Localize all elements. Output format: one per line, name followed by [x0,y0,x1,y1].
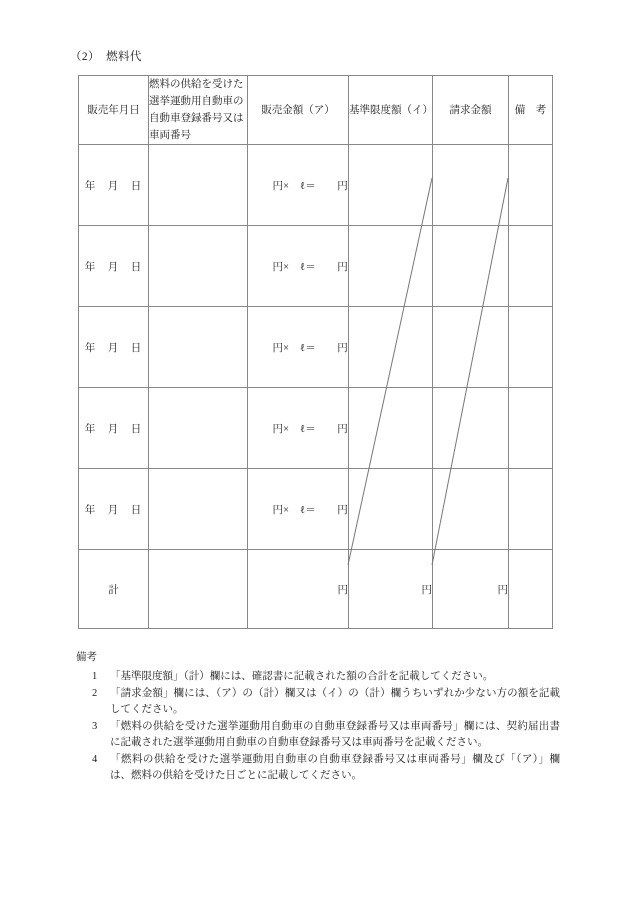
header-sale-date: 販売年月日 [79,76,149,145]
table-row [79,145,553,226]
header-vehicle-number [149,76,248,145]
total-limit-amount[interactable]: 円 [349,550,433,629]
header-vehicle-number-label: 燃料の供給を受けた選挙運動用自動車の自動車登録番号又は車両番号 [149,79,244,141]
note-text: 「請求金額」欄には、（ア）の（計）欄又は（イ）の（計）欄うちいずれか少ない方の額を記載してください。 [110,687,560,715]
cell-remarks[interactable] [509,469,553,550]
cell-claim-amount[interactable] [433,145,509,226]
total-remarks[interactable] [509,550,553,629]
note-text: 「基準限度額」（計）欄には、確認書に記載された額の合計を記載してください。 [110,670,494,682]
cell-remarks[interactable] [509,226,553,307]
cell-claim-amount[interactable] [433,226,509,307]
cell-vehicle-number[interactable] [149,307,248,388]
cell-sale-amount[interactable]: 円× ℓ＝ 円 [248,469,349,550]
header-remarks: 備 考 [509,76,553,145]
cell-claim-amount[interactable] [433,307,509,388]
table-header-row [79,76,553,145]
table-row [79,226,553,307]
note-number: 4 [92,753,98,765]
total-label: 計 [79,550,149,629]
cell-limit-amount[interactable] [349,388,433,469]
note-text: 「燃料の供給を受けた選挙運動用自動車の自動車登録番号又は車両番号」欄には、契約届出書に記載された選挙運動用自動車の自動車登録番号又は車両番号を記載ください。 [110,720,560,748]
note-item [70,752,570,784]
cell-sale-date[interactable]: 年 月 日 [79,469,149,550]
table-row [79,388,553,469]
header-claim-amount: 請求金額 [433,76,509,145]
cell-vehicle-number[interactable] [149,469,248,550]
fuel-expense-table [78,75,553,629]
cell-sale-date[interactable]: 年 月 日 [79,226,149,307]
page-title: （2） 燃料代 [70,51,142,63]
header-limit-amount: 基準限度額（イ） [349,76,433,145]
cell-sale-amount[interactable]: 円× ℓ＝ 円 [248,145,349,226]
cell-claim-amount[interactable] [433,469,509,550]
table-total-row [79,550,553,629]
note-item [70,669,570,685]
total-sale-amount[interactable]: 円 [248,550,349,629]
cell-sale-date[interactable]: 年 月 日 [79,145,149,226]
note-text: 「燃料の供給を受けた選挙運動用自動車の自動車登録番号又は車両番号」欄及び「（ア）」欄は、燃料の供給を受けた日ごとに記載してください。 [110,753,560,781]
note-number: 3 [92,720,98,732]
header-sale-amount: 販売金額（ア） [248,76,349,145]
cell-limit-amount[interactable] [349,145,433,226]
cell-sale-date[interactable]: 年 月 日 [79,307,149,388]
notes-heading: 備考 [76,652,97,663]
note-number: 2 [92,687,98,699]
table-row [79,307,553,388]
cell-sale-amount[interactable]: 円× ℓ＝ 円 [248,388,349,469]
cell-limit-amount[interactable] [349,307,433,388]
cell-vehicle-number[interactable] [149,388,248,469]
cell-vehicle-number[interactable] [149,226,248,307]
note-item [70,719,570,751]
cell-remarks[interactable] [509,388,553,469]
cell-sale-amount[interactable]: 円× ℓ＝ 円 [248,307,349,388]
cell-limit-amount[interactable] [349,226,433,307]
cell-sale-amount[interactable]: 円× ℓ＝ 円 [248,226,349,307]
notes-section [70,650,570,785]
note-number: 1 [92,670,98,682]
cell-limit-amount[interactable] [349,469,433,550]
cell-vehicle-number[interactable] [149,145,248,226]
total-claim-amount[interactable]: 円 [433,550,509,629]
cell-remarks[interactable] [509,307,553,388]
cell-remarks[interactable] [509,145,553,226]
cell-claim-amount[interactable] [433,388,509,469]
cell-sale-date[interactable]: 年 月 日 [79,388,149,469]
total-vehicle [149,550,248,629]
note-item [70,686,570,718]
table-row [79,469,553,550]
